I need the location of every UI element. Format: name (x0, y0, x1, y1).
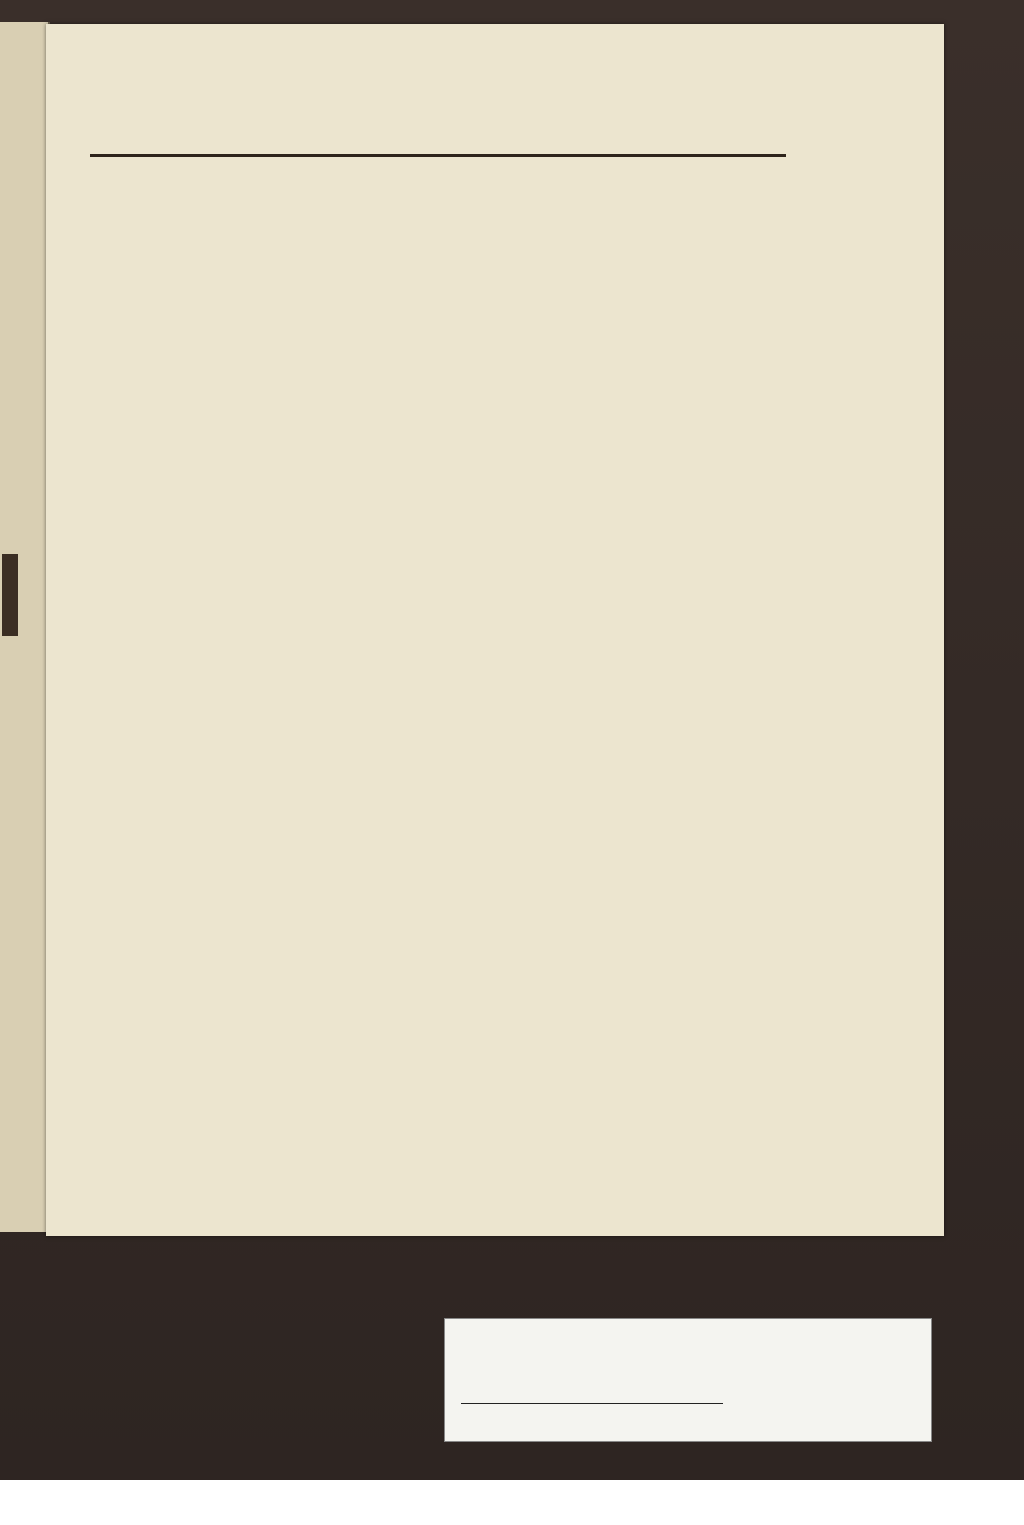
scale-ruler (461, 1377, 723, 1404)
previous-page-initial (2, 554, 18, 636)
header-rule (90, 154, 786, 157)
running-header (90, 98, 786, 154)
previous-page-edge (0, 22, 50, 1232)
library-color-target (444, 1318, 932, 1442)
gray-patches (819, 1375, 879, 1431)
copyright-footer (0, 1480, 1024, 1525)
ruler-numbers (455, 1403, 735, 1433)
book-page (46, 24, 944, 1236)
